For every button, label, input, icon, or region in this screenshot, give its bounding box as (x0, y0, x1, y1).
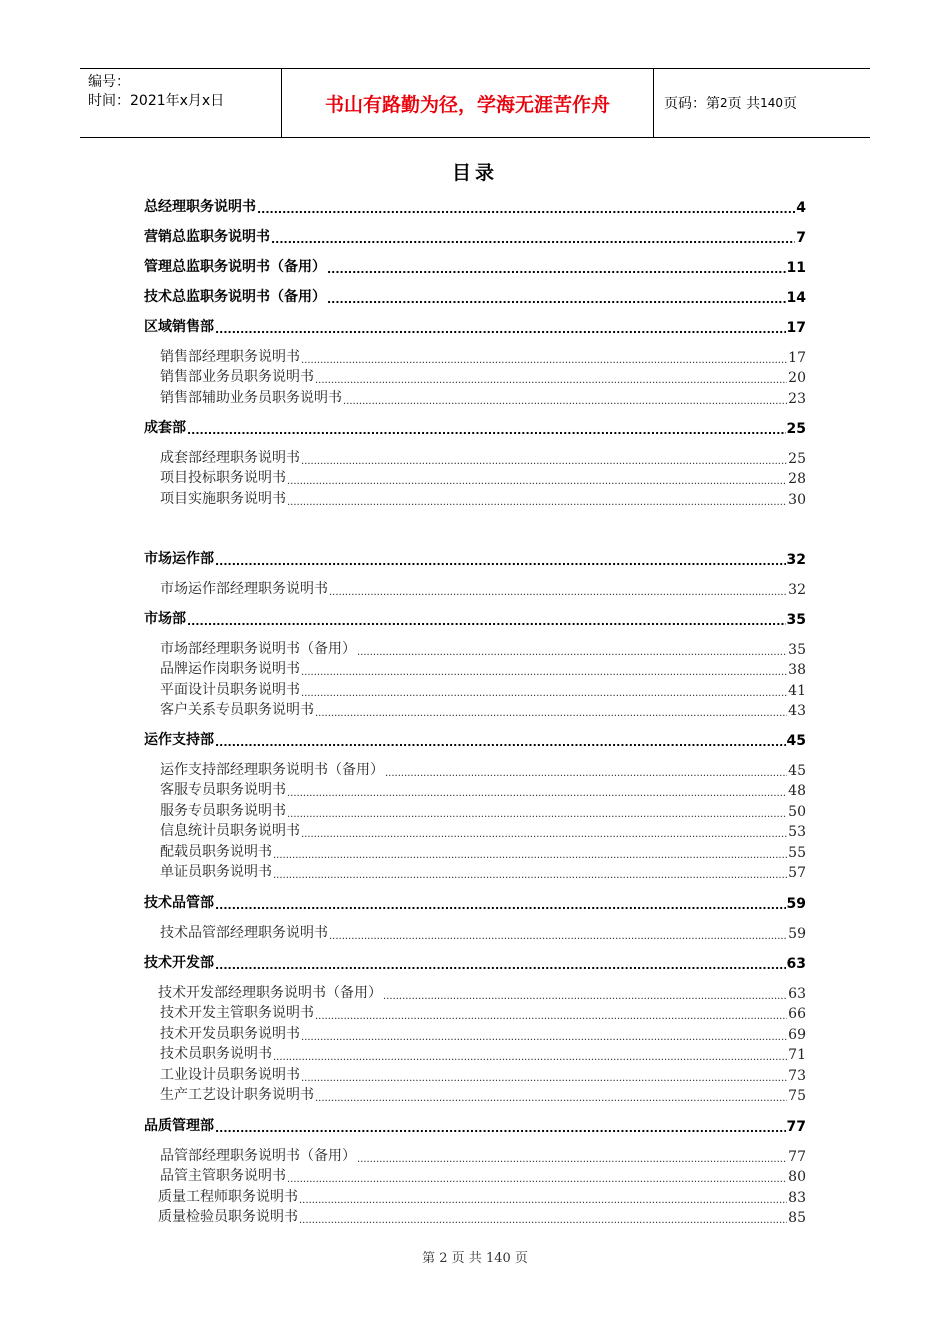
toc-entry-page: 59 (788, 926, 806, 942)
toc-entry-page: 41 (788, 683, 806, 699)
toc-subentry[interactable] (160, 781, 806, 799)
toc-leader-dots (329, 931, 787, 942)
toc-entry-title: 品牌运作岗职务说明书 (160, 661, 300, 677)
toc-entry-page: 7 (796, 230, 806, 246)
toc-section-entry[interactable] (144, 288, 806, 306)
toc-entry-page: 17 (786, 320, 806, 336)
toc-entry-title: 技术员职务说明书 (160, 1046, 272, 1062)
toc-leader-dots (187, 424, 786, 437)
toc-leader-dots (257, 203, 795, 216)
toc-leader-dots (215, 959, 786, 972)
toc-subentry[interactable] (160, 640, 806, 658)
toc-entry-page: 83 (788, 1190, 806, 1206)
toc-subentry[interactable] (160, 863, 806, 881)
toc-entry-title: 成套部 (144, 420, 186, 436)
toc-leader-dots (315, 708, 787, 719)
page-total: 140 (760, 96, 783, 110)
toc-entry-title: 信息统计员职务说明书 (160, 823, 300, 839)
toc-leader-dots (301, 1032, 787, 1043)
toc-entry-title: 配载员职务说明书 (160, 844, 272, 860)
document-number-label: 编号： (88, 74, 130, 90)
toc-subentry[interactable] (160, 1025, 806, 1043)
toc-entry-page: 59 (786, 896, 806, 912)
footer-suffix: 页 (514, 1251, 528, 1266)
toc-subentry[interactable] (160, 1147, 806, 1165)
toc-leader-dots (315, 1011, 787, 1022)
toc-entry-title: 成套部经理职务说明书 (160, 450, 300, 466)
toc-section-entry[interactable] (144, 419, 806, 437)
toc-leader-dots (301, 688, 787, 699)
toc-entry-page: 25 (786, 421, 806, 437)
toc-leader-dots (301, 829, 787, 840)
toc-entry-page: 25 (788, 451, 806, 467)
toc-section-entry[interactable] (144, 228, 806, 246)
toc-entry-title: 质量工程师职务说明书 (158, 1189, 298, 1205)
page-prefix: 页码：第 (664, 96, 720, 112)
toc-entry-title: 工业设计员职务说明书 (160, 1067, 300, 1083)
toc-entry-title: 技术开发主管职务说明书 (160, 1005, 314, 1021)
toc-entry-page: 69 (788, 1027, 806, 1043)
toc-entry-title: 市场部经理职务说明书（备用） (160, 641, 356, 657)
toc-subentry[interactable] (160, 1167, 806, 1185)
toc-leader-dots (215, 1122, 786, 1135)
toc-entry-title: 项目实施职务说明书 (160, 491, 286, 507)
toc-entry-title: 管理总监职务说明书（备用） (144, 259, 326, 275)
toc-entry-page: 14 (786, 290, 806, 306)
toc-entry-title: 运作支持部经理职务说明书（备用） (160, 762, 384, 778)
toc-leader-dots (301, 1073, 787, 1084)
toc-entry-title: 市场运作部经理职务说明书 (160, 581, 328, 597)
toc-entry-page: 73 (788, 1068, 806, 1084)
toc-leader-dots (301, 355, 787, 366)
toc-entry-page: 80 (788, 1169, 806, 1185)
toc-leader-dots (343, 396, 787, 407)
toc-subentry[interactable] (160, 701, 806, 719)
toc-entry-page: 50 (788, 804, 806, 820)
toc-subentry[interactable] (160, 843, 806, 861)
header-meta-cell (80, 69, 282, 137)
toc-entry-title: 技术总监职务说明书（备用） (144, 289, 326, 305)
toc-entry-page: 28 (788, 471, 806, 487)
toc-leader-dots (273, 1052, 787, 1063)
toc-entry-title: 生产工艺设计职务说明书 (160, 1087, 314, 1103)
toc-section-entry[interactable] (144, 954, 806, 972)
toc-subentry[interactable] (160, 1004, 806, 1022)
toc-leader-dots (215, 323, 786, 336)
toc-entry-title: 品管部经理职务说明书（备用） (160, 1148, 356, 1164)
toc-subentry[interactable] (160, 660, 806, 678)
toc-subentry[interactable] (160, 761, 806, 779)
toc-section-entry[interactable] (144, 258, 806, 276)
toc-entry-page: 53 (788, 824, 806, 840)
toc-entry-page: 48 (788, 783, 806, 799)
toc-section-entry[interactable] (144, 610, 806, 628)
header-page-info (654, 69, 870, 137)
toc-entry-page: 30 (788, 492, 806, 508)
toc-subentry[interactable] (160, 348, 806, 366)
toc-subentry[interactable] (160, 1066, 806, 1084)
toc-leader-dots (187, 615, 786, 628)
page-mid: 页 共 (727, 96, 761, 112)
toc-entry-title: 技术品管部经理职务说明书 (160, 925, 328, 941)
toc-entry-page: 43 (788, 703, 806, 719)
toc-entry-title: 技术开发员职务说明书 (160, 1026, 300, 1042)
toc-entry-title: 客服专员职务说明书 (160, 782, 286, 798)
toc-subentry[interactable] (160, 1045, 806, 1063)
toc-subentry[interactable] (160, 580, 806, 598)
toc-subentry[interactable] (160, 681, 806, 699)
toc-entry-title: 服务专员职务说明书 (160, 803, 286, 819)
toc-subentry[interactable] (160, 822, 806, 840)
toc-entry-title: 技术开发部 (144, 955, 214, 971)
toc-entry-page: 85 (788, 1210, 806, 1226)
toc-entry-title: 质量检验员职务说明书 (158, 1209, 298, 1225)
toc-entry-title: 品管主管职务说明书 (160, 1168, 286, 1184)
toc-leader-dots (273, 870, 787, 881)
toc-leader-dots (271, 233, 795, 246)
toc-entry-title: 市场部 (144, 611, 186, 627)
toc-subentry[interactable] (160, 802, 806, 820)
toc-entry-page: 77 (786, 1119, 806, 1135)
toc-subentry[interactable] (160, 490, 806, 508)
toc-entry-page: 35 (788, 642, 806, 658)
toc-subentry[interactable] (160, 469, 806, 487)
toc-entry-page: 55 (788, 845, 806, 861)
toc-leader-dots (287, 788, 787, 799)
toc-entry-title: 营销总监职务说明书 (144, 229, 270, 245)
toc-subentry[interactable] (160, 389, 806, 407)
toc-subentry[interactable] (160, 368, 806, 386)
toc-entry-page: 66 (788, 1006, 806, 1022)
toc-entry-title: 运作支持部 (144, 732, 214, 748)
toc-section-entry[interactable] (144, 731, 806, 749)
toc-entry-page: 57 (788, 865, 806, 881)
toc-leader-dots (301, 667, 787, 678)
header-motto: 书山有路勤为径，学海无涯苦作舟 (282, 69, 654, 137)
toc-section-entry[interactable] (144, 894, 806, 912)
toc-entry-page: 75 (788, 1088, 806, 1104)
toc-leader-dots (287, 476, 787, 487)
toc-leader-dots (383, 991, 787, 1002)
toc-section-entry[interactable] (144, 1117, 806, 1135)
toc-entry-page: 45 (786, 733, 806, 749)
page-header (80, 68, 870, 138)
toc-section-entry[interactable] (144, 318, 806, 336)
toc-entry-title: 总经理职务说明书 (144, 199, 256, 215)
toc-entry-page: 32 (788, 582, 806, 598)
toc-leader-dots (327, 293, 786, 306)
toc-leader-dots (385, 768, 787, 779)
toc-entry-page: 11 (786, 260, 806, 276)
page-suffix: 页 (783, 96, 797, 112)
toc-entry-title: 品质管理部 (144, 1118, 214, 1134)
toc-leader-dots (357, 647, 787, 658)
toc-entry-page: 71 (788, 1047, 806, 1063)
toc-entry-page: 32 (786, 552, 806, 568)
toc-leader-dots (287, 497, 787, 508)
toc-leader-dots (327, 263, 786, 276)
toc-subentry[interactable] (158, 1208, 806, 1226)
toc-entry-page: 4 (796, 200, 806, 216)
toc-entry-page: 20 (788, 370, 806, 386)
toc-subentry[interactable] (160, 1086, 806, 1104)
toc-entry-page: 77 (788, 1149, 806, 1165)
toc-entry-page: 35 (786, 612, 806, 628)
page-footer (0, 1247, 950, 1266)
toc-leader-dots (287, 809, 787, 820)
toc-leader-dots (357, 1154, 787, 1165)
toc-leader-dots (215, 736, 786, 749)
toc-leader-dots (315, 375, 787, 386)
toc-entry-page: 63 (786, 956, 806, 972)
toc-entry-page: 63 (788, 986, 806, 1002)
footer-total: 140 (485, 1251, 511, 1266)
footer-prefix: 第 (422, 1251, 436, 1266)
toc-leader-dots (215, 555, 786, 568)
toc-leader-dots (301, 456, 787, 467)
toc-leader-dots (299, 1195, 787, 1206)
toc-leader-dots (273, 850, 787, 861)
toc-entry-title: 平面设计员职务说明书 (160, 682, 300, 698)
toc-entry-title: 单证员职务说明书 (160, 864, 272, 880)
toc-entry-title: 市场运作部 (144, 551, 214, 567)
toc-leader-dots (329, 587, 787, 598)
toc-subentry[interactable] (158, 984, 806, 1002)
toc-entry-title: 项目投标职务说明书 (160, 470, 286, 486)
toc-leader-dots (315, 1093, 787, 1104)
toc-subentry[interactable] (160, 924, 806, 942)
toc-entry-title: 销售部经理职务说明书 (160, 349, 300, 365)
page-number: 2 (720, 96, 728, 110)
toc-leader-dots (287, 1174, 787, 1185)
toc-leader-dots (299, 1215, 787, 1226)
toc-subentry[interactable] (160, 449, 806, 467)
toc-title: 目录 (451, 162, 498, 184)
footer-mid: 页 共 (451, 1251, 482, 1266)
toc-section-entry[interactable] (144, 550, 806, 568)
document-date: 时间：2021年x月x日 (88, 93, 225, 109)
toc-entry-page: 17 (788, 350, 806, 366)
toc-entry-title: 区域销售部 (144, 319, 214, 335)
toc-entry-page: 23 (788, 391, 806, 407)
toc-subentry[interactable] (158, 1188, 806, 1206)
toc-entry-title: 销售部辅助业务员职务说明书 (160, 390, 342, 406)
footer-page: 2 (439, 1251, 448, 1266)
toc-section-entry[interactable] (144, 198, 806, 216)
toc-entry-page: 45 (788, 763, 806, 779)
toc-leader-dots (215, 899, 786, 912)
toc-entry-page: 38 (788, 662, 806, 678)
toc-entry-title: 销售部业务员职务说明书 (160, 369, 314, 385)
toc-entry-title: 技术开发部经理职务说明书（备用） (158, 985, 382, 1001)
toc-entry-title: 技术品管部 (144, 895, 214, 911)
toc-entry-title: 客户关系专员职务说明书 (160, 702, 314, 718)
